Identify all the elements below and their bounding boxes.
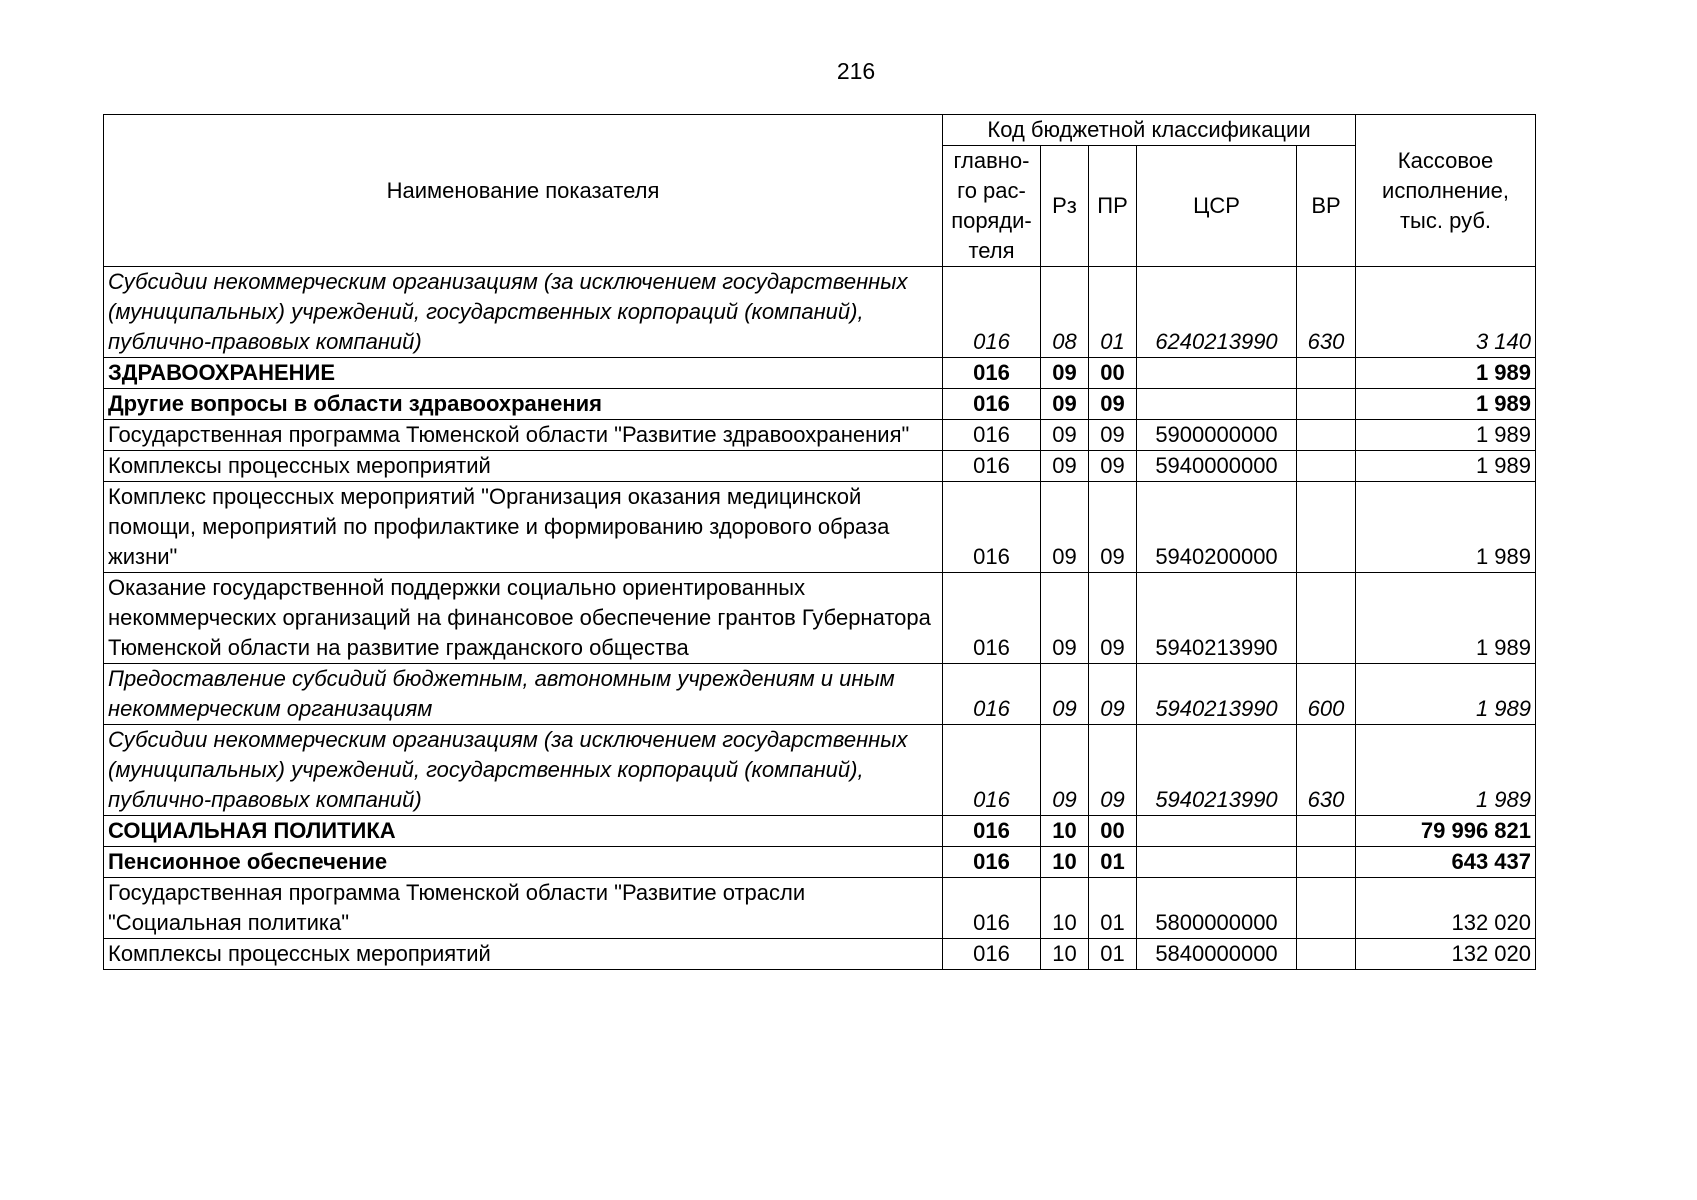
cell-amount: 643 437 [1356, 847, 1536, 878]
cell-name: Комплекс процессных мероприятий "Организация оказания медицинской помощи, мероприятий по профилактике и формированию здорового образа жизни" [104, 482, 943, 573]
table-row [104, 420, 1536, 451]
cell-rz: 09 [1041, 420, 1089, 451]
cell-pr: 01 [1089, 878, 1137, 939]
cell-admin: 016 [943, 573, 1041, 664]
cell-admin: 016 [943, 267, 1041, 358]
table-row [104, 939, 1536, 970]
cell-vr [1297, 358, 1356, 389]
cell-name: Государственная программа Тюменской области "Развитие отрасли "Социальная политика" [104, 878, 943, 939]
table-row [104, 816, 1536, 847]
cell-amount: 1 989 [1356, 725, 1536, 816]
table-row [104, 358, 1536, 389]
cell-rz: 09 [1041, 358, 1089, 389]
cell-amount: 1 989 [1356, 389, 1536, 420]
table-row [104, 725, 1536, 816]
table-body [104, 267, 1536, 970]
cell-csr: 5840000000 [1137, 939, 1297, 970]
cell-name: Пенсионное обеспечение [104, 847, 943, 878]
cell-rz: 09 [1041, 389, 1089, 420]
cell-csr [1137, 816, 1297, 847]
cell-pr: 09 [1089, 420, 1137, 451]
cell-amount: 132 020 [1356, 939, 1536, 970]
cell-csr [1137, 358, 1297, 389]
cell-admin: 016 [943, 878, 1041, 939]
cell-name: Другие вопросы в области здравоохранения [104, 389, 943, 420]
cell-admin: 016 [943, 482, 1041, 573]
header-csr: ЦСР [1137, 146, 1297, 267]
cell-csr: 5940213990 [1137, 725, 1297, 816]
header-admin: главно-го рас-поряди-теля [943, 146, 1041, 267]
cell-vr: 630 [1297, 267, 1356, 358]
budget-table [103, 114, 1536, 970]
cell-amount: 1 989 [1356, 420, 1536, 451]
header-vr: ВР [1297, 146, 1356, 267]
cell-admin: 016 [943, 389, 1041, 420]
cell-rz: 09 [1041, 451, 1089, 482]
header-pr: ПР [1089, 146, 1137, 267]
cell-rz: 10 [1041, 939, 1089, 970]
table-row [104, 664, 1536, 725]
cell-pr: 09 [1089, 664, 1137, 725]
cell-csr [1137, 847, 1297, 878]
cell-name: Комплексы процессных мероприятий [104, 939, 943, 970]
cell-vr [1297, 878, 1356, 939]
cell-pr: 01 [1089, 847, 1137, 878]
cell-rz: 09 [1041, 664, 1089, 725]
cell-vr [1297, 939, 1356, 970]
page-number: 216 [836, 58, 876, 84]
cell-vr [1297, 389, 1356, 420]
cell-vr [1297, 420, 1356, 451]
cell-amount: 3 140 [1356, 267, 1536, 358]
cell-amount: 79 996 821 [1356, 816, 1536, 847]
cell-vr: 630 [1297, 725, 1356, 816]
header-classification-group: Код бюджетной классификации [943, 115, 1356, 146]
cell-csr: 6240213990 [1137, 267, 1297, 358]
cell-amount: 1 989 [1356, 664, 1536, 725]
cell-rz: 10 [1041, 878, 1089, 939]
cell-vr [1297, 573, 1356, 664]
cell-admin: 016 [943, 725, 1041, 816]
cell-name: Предоставление субсидий бюджетным, автономным учреждениям и иным некоммерческим организациям [104, 664, 943, 725]
cell-amount: 1 989 [1356, 451, 1536, 482]
cell-csr: 5940213990 [1137, 573, 1297, 664]
cell-vr [1297, 816, 1356, 847]
cell-csr: 5940000000 [1137, 451, 1297, 482]
cell-amount: 132 020 [1356, 878, 1536, 939]
cell-csr: 5900000000 [1137, 420, 1297, 451]
table-row [104, 847, 1536, 878]
cell-admin: 016 [943, 939, 1041, 970]
cell-name: Субсидии некоммерческим организациям (за исключением государственных (муниципальных) учреждений, государственных корпораций (компаний), публично-правовых компаний) [104, 267, 943, 358]
table-row [104, 451, 1536, 482]
cell-name: Комплексы процессных мероприятий [104, 451, 943, 482]
cell-rz: 09 [1041, 482, 1089, 573]
header-rz: Рз [1041, 146, 1089, 267]
cell-amount: 1 989 [1356, 573, 1536, 664]
cell-amount: 1 989 [1356, 358, 1536, 389]
cell-admin: 016 [943, 664, 1041, 725]
cell-rz: 09 [1041, 573, 1089, 664]
cell-pr: 09 [1089, 451, 1137, 482]
cell-vr [1297, 451, 1356, 482]
cell-admin: 016 [943, 420, 1041, 451]
table-row [104, 482, 1536, 573]
cell-vr [1297, 847, 1356, 878]
cell-admin: 016 [943, 451, 1041, 482]
cell-name: СОЦИАЛЬНАЯ ПОЛИТИКА [104, 816, 943, 847]
cell-name: ЗДРАВООХРАНЕНИЕ [104, 358, 943, 389]
table-row [104, 267, 1536, 358]
cell-csr: 5940213990 [1137, 664, 1297, 725]
cell-name: Оказание государственной поддержки социально ориентированных некоммерческих организаций на финансовое обеспечение грантов Губернатора Тюменской области на развитие гражданского общества [104, 573, 943, 664]
cell-pr: 09 [1089, 482, 1137, 573]
cell-admin: 016 [943, 358, 1041, 389]
cell-pr: 09 [1089, 725, 1137, 816]
table-row [104, 389, 1536, 420]
cell-rz: 09 [1041, 725, 1089, 816]
cell-amount: 1 989 [1356, 482, 1536, 573]
header-name: Наименование показателя [104, 115, 943, 267]
cell-csr: 5940200000 [1137, 482, 1297, 573]
cell-pr: 09 [1089, 573, 1137, 664]
cell-pr: 01 [1089, 267, 1137, 358]
cell-rz: 10 [1041, 816, 1089, 847]
cell-pr: 09 [1089, 389, 1137, 420]
cell-csr: 5800000000 [1137, 878, 1297, 939]
cell-rz: 10 [1041, 847, 1089, 878]
cell-rz: 08 [1041, 267, 1089, 358]
cell-vr: 600 [1297, 664, 1356, 725]
cell-admin: 016 [943, 816, 1041, 847]
cell-name: Государственная программа Тюменской области "Развитие здравоохранения" [104, 420, 943, 451]
table-header [104, 115, 1536, 267]
cell-csr [1137, 389, 1297, 420]
cell-admin: 016 [943, 847, 1041, 878]
cell-name: Субсидии некоммерческим организациям (за исключением государственных (муниципальных) учреждений, государственных корпораций (компаний), публично-правовых компаний) [104, 725, 943, 816]
header-amount: Кассовое исполнение, тыс. руб. [1356, 115, 1536, 267]
table-row [104, 573, 1536, 664]
cell-pr: 00 [1089, 358, 1137, 389]
cell-pr: 00 [1089, 816, 1137, 847]
table-row [104, 878, 1536, 939]
cell-pr: 01 [1089, 939, 1137, 970]
cell-vr [1297, 482, 1356, 573]
